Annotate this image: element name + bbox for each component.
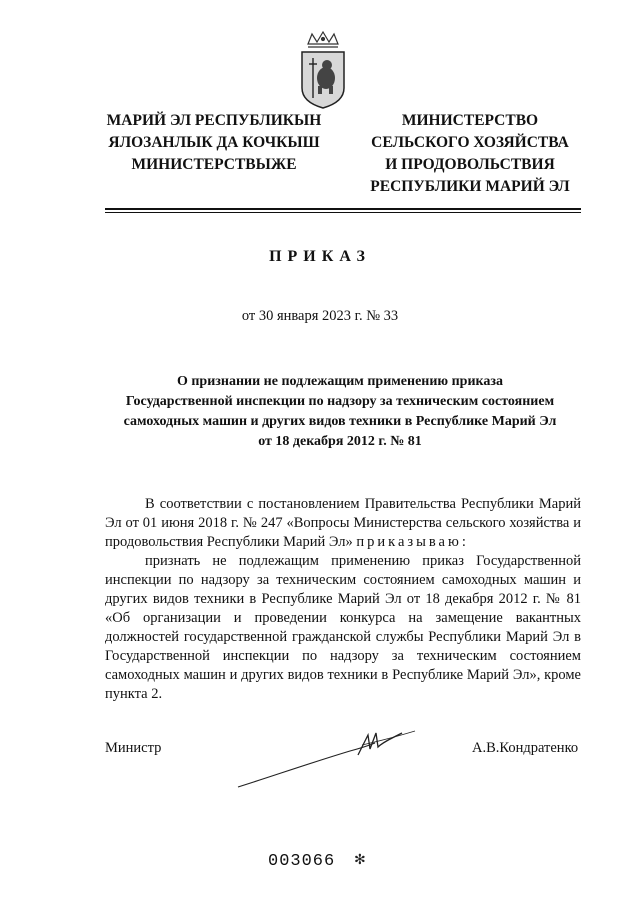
subject-line: самоходных машин и других видов техники в Республике Марий Эл	[123, 414, 557, 429]
crown-icon	[308, 32, 338, 47]
document-date-number: от 30 января 2023 г. № 33	[241, 308, 399, 324]
header-right-line: МИНИСТЕРСТВО	[401, 112, 539, 129]
header-left-line: ЯЛОЗАНЛЫК ДА КОЧКЫШ	[108, 134, 320, 151]
header-left-marii	[104, 110, 324, 176]
divider-thin-line	[105, 212, 581, 213]
stamp-mark-icon: ✻	[354, 853, 366, 868]
header-right-line: СЕЛЬСКОГО ХОЗЯЙСТВА	[371, 134, 569, 151]
divider-thick-line	[105, 208, 581, 210]
document-title: ПРИКАЗ	[269, 248, 371, 265]
preamble-text: В соответствии с постановлением Правительства Республики Марий Эл от 01 июня 2018 г. № 247 «Вопросы Министерства сельского хозяйства и продовольствия Республики Марий Эл»	[105, 496, 581, 550]
body-paragraph-order: признать не подлежащим применению приказ Государственной инспекции по надзору за техническим состоянием самоходных машин и других видов техники в Республике Марий Эл от 18 декабря 2012 г. № 81 «Об организации и проведении конкурса на замещение вакантных должностей государственной гражданской службы Республики Марий Эл в Государственной инспекции по надзору за техническим состоянием самоходных машин и других видов техники в Республике Марий Эл», кроме пункта 2.	[105, 553, 581, 702]
coat-of-arms-emblem	[296, 30, 350, 110]
order-action-word: приказываю:	[356, 534, 469, 550]
document-body	[105, 495, 581, 704]
header-right-line: И ПРОДОВОЛЬСТВИЯ	[385, 156, 555, 173]
registration-stamp-number: 003066	[268, 852, 336, 871]
header-right-russian	[360, 110, 580, 198]
signer-name: А.В.Кондратенко	[472, 740, 579, 756]
header-right-line: РЕСПУБЛИКИ МАРИЙ ЭЛ	[370, 178, 570, 195]
header-left-line: МИНИСТЕРСТВЫЖЕ	[131, 156, 297, 173]
signer-position: Министр	[105, 740, 162, 756]
subject-line: Государственной инспекции по надзору за техническим состоянием	[125, 394, 555, 409]
subject-line: О признании не подлежащим применению приказа	[176, 374, 504, 389]
subject-line: от 18 декабря 2012 г. № 81	[258, 434, 422, 449]
handwritten-signature	[230, 715, 430, 795]
document-subject	[100, 372, 580, 452]
body-paragraph-preamble	[105, 495, 581, 552]
header-left-line: МАРИЙ ЭЛ РЕСПУБЛИКЫН	[106, 112, 322, 129]
header-divider	[105, 208, 581, 215]
